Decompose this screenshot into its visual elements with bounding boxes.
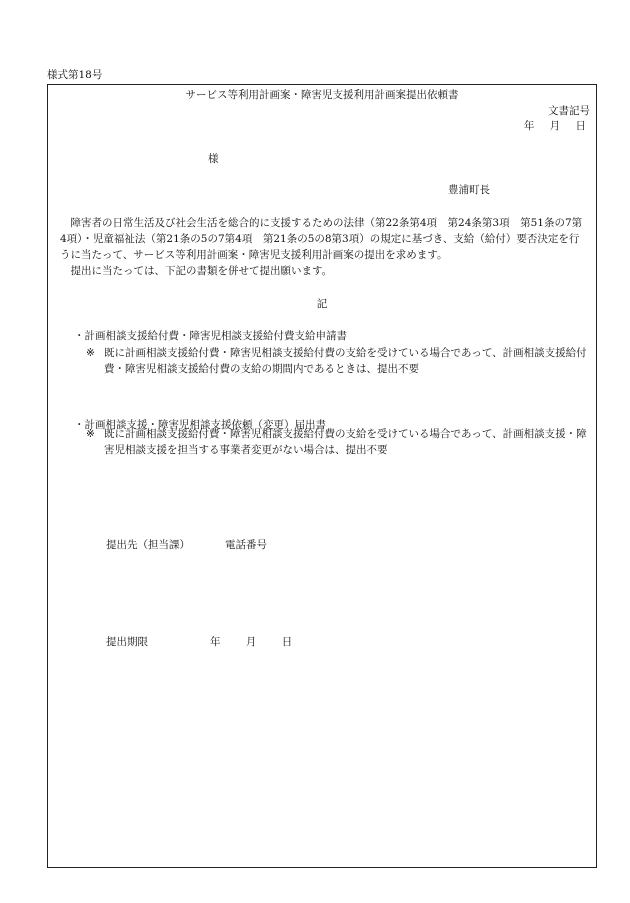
issue-date — [512, 118, 586, 133]
body-text — [60, 215, 588, 279]
item-note-text-2: 既に計画相談支援給付費・障害児相談支援給付費の支給を受けている場合であって、計画相談支援・障害児相談支援を担当する事業者変更がない場合は、提出不要 — [104, 428, 587, 456]
phone-label: 電話番号 — [225, 539, 267, 551]
note-mark-icon: ※ — [86, 428, 95, 440]
deadline-year: 年 — [210, 636, 221, 648]
deadline-date — [210, 634, 314, 649]
document-frame — [47, 84, 597, 868]
deadline-day: 日 — [281, 636, 293, 648]
date-day: 日 — [575, 120, 586, 132]
item-note-2 — [86, 426, 590, 458]
body-paragraph-1: 障害者の日常生活及び社会生活を総合的に支援するための法律（第22条第4項 第24条第3項 第51条の7第4項）・児童福祉法（第21条の5の7第4項 第21条の5の8第3項）の規定に基づき、支給（給付）要否決定を行うに当たって、サービス等利用計画案・障害児支援利用計画案の提出を求めます。 — [60, 217, 583, 261]
ki-heading: 記 — [316, 298, 328, 310]
note-mark-icon: ※ — [86, 347, 95, 359]
document-title: サービス等利用計画案・障害児支援利用計画案提出依頼書 — [185, 89, 459, 101]
date-year: 年 — [523, 120, 535, 132]
body-paragraph-2: 提出に当たっては、下記の書類を併せて提出願います。 — [70, 265, 333, 277]
doc-code-label: 文書記号 — [548, 105, 590, 117]
item-title-2: ・計画相談支援・障害児相談支援依頼（変更）届出書 — [74, 419, 326, 431]
issuer-name: 豊浦町長 — [448, 184, 490, 196]
date-month: 月 — [549, 120, 561, 132]
item-note-text-1: 既に計画相談支援給付費・障害児相談支援給付費の支給を受けている場合であって、計画相談支援給付費・障害児相談支援給付費の支給の期間内であるときは、提出不要 — [104, 347, 587, 375]
submit-to-label: 提出先（担当課） — [106, 539, 190, 551]
deadline-month: 月 — [245, 636, 257, 648]
addressee-suffix: 様 — [208, 153, 219, 165]
item-note-1 — [86, 345, 590, 377]
form-number: 様式第18号 — [47, 69, 103, 81]
item-title-1: ・計画相談支援給付費・障害児相談支援給付費支給申請書 — [74, 330, 347, 342]
deadline-label: 提出期限 — [106, 636, 148, 648]
